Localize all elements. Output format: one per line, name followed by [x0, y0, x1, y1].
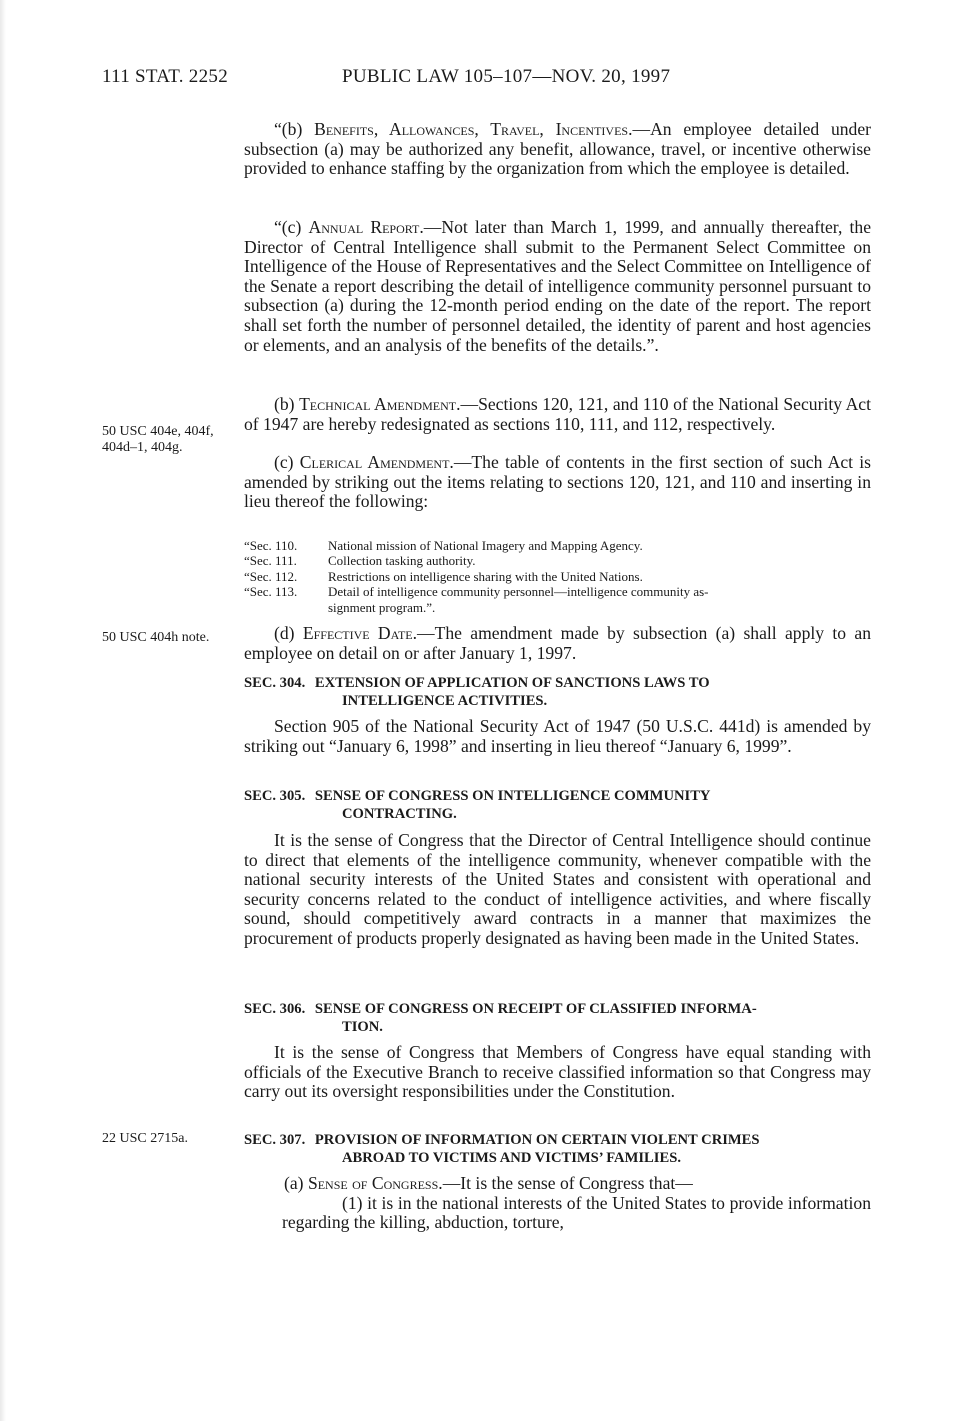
section-title: PROVISION OF INFORMATION ON CERTAIN VIOLENT CRIMES	[314, 1132, 760, 1148]
section-title: EXTENSION OF APPLICATION OF SANCTIONS LAWS TO	[314, 675, 710, 691]
toc-section-number: “Sec. 112.	[244, 568, 298, 584]
section-305-text: It is the sense of Congress that the Director of Central Intelligence should continue to direct that elements of the intelligence community, whenever compatible with the national security interests of the United States and consistent with operational and security concerns related to the conduct of intelligence activities, and where fiscally sound, should competitively award contracts in a manner that maximizes the procurement of products properly designated as having been made in the United States.	[244, 830, 871, 948]
section-304-body	[244, 717, 871, 756]
section-305-body	[244, 831, 871, 949]
section-title: SENSE OF CONGRESS ON INTELLIGENCE COMMUNITY	[314, 788, 711, 804]
section-title-cont: INTELLIGENCE ACTIVITIES.	[342, 693, 548, 709]
sense-of-congress-lead: (a)	[284, 1173, 308, 1193]
section-307-subsection-a	[244, 1174, 871, 1194]
section-307-item-1: (1) it is in the national interests of the United States to provide information regarding the killing, abduction, torture,	[282, 1192, 871, 1233]
technical-amendment-lead: (b)	[274, 394, 300, 414]
margin-note-usc-404e: 50 USC 404e, 404f, 404d–1, 404g.	[102, 424, 214, 455]
effective-date-text: —The amendment made by subsection (a) shall apply to an employee on detail on or after January 1, 1997.	[244, 623, 871, 663]
statute-citation: 111 STAT. 2252	[102, 66, 229, 87]
paragraph-annual-report	[244, 218, 871, 355]
section-number: SEC. 304.	[244, 675, 306, 691]
section-307-body	[244, 1174, 871, 1233]
section-306-body	[244, 1043, 871, 1102]
toc-row	[244, 584, 871, 599]
sense-of-congress-heading: Sense of Congress.	[307, 1173, 443, 1193]
toc-section-title: Collection tasking authority.	[328, 553, 476, 569]
effective-date-heading: Effective Date.	[302, 623, 418, 643]
paragraph-technical-amendment	[244, 395, 871, 434]
clerical-amendment-heading: Clerical Amendment.	[299, 452, 454, 472]
toc-insert	[244, 538, 871, 615]
section-306-heading	[244, 1000, 871, 1036]
annual-report-text: —Not later than March 1, 1999, and annually thereafter, the Director of Central Intelligence shall submit to the Permanent Select Committee on Intelligence of the House of Representatives and the Select Committee on Intelligence of the Senate a report describing the detail of intelligence community personnel pursuant to subsection (a) during the 12-month period ending on the date of the report. The report shall set forth the number of personnel detailed, the identity of parent and host agencies or elements, and an analysis of the benefits of the details.”.	[244, 217, 872, 355]
section-304-heading	[244, 674, 871, 710]
law-title: PUBLIC LAW 105–107—NOV. 20, 1997	[342, 66, 671, 87]
toc-row	[244, 538, 871, 553]
paragraph-benefits	[244, 120, 871, 179]
clerical-amendment-lead: (c)	[274, 452, 300, 472]
section-number: SEC. 306.	[244, 1001, 306, 1017]
benefits-lead: “(b)	[274, 119, 315, 139]
toc-row	[244, 553, 871, 568]
toc-section-title: Restrictions on intelligence sharing with the United Nations.	[328, 568, 643, 584]
benefits-text: —An employee detailed under subsection (a) may be authorized any benefit, allowance, travel, or incentive otherwise provided to enhance staffing by the organization from which the employee is detailed.	[244, 119, 871, 179]
margin-note-usc-2715a: 22 USC 2715a.	[102, 1131, 188, 1146]
scan-edge	[0, 0, 6, 1421]
sense-of-congress-text: —It is the sense of Congress that—	[442, 1173, 693, 1193]
section-number: SEC. 305.	[244, 788, 306, 804]
toc-section-number: “Sec. 110.	[244, 538, 298, 553]
effective-date-lead: (d)	[274, 623, 303, 643]
annual-report-lead: “(c)	[274, 217, 309, 237]
toc-section-title: National mission of National Imagery and Mapping Agency.	[328, 538, 643, 553]
technical-amendment-heading: Technical Amendment.	[299, 394, 461, 414]
section-title: SENSE OF CONGRESS ON RECEIPT OF CLASSIFIED INFORMA-	[314, 1001, 757, 1017]
annual-report-heading: Annual Report.	[308, 217, 424, 237]
section-title-cont: CONTRACTING.	[342, 806, 457, 822]
toc-section-number: “Sec. 111.	[244, 553, 297, 569]
paragraph-clerical-amendment	[244, 453, 871, 512]
toc-row	[244, 569, 871, 584]
toc-continuation: signment program.”.	[328, 599, 436, 615]
section-title-cont: TION.	[342, 1019, 383, 1035]
section-307-heading	[244, 1131, 871, 1167]
toc-section-number: “Sec. 113.	[244, 584, 298, 600]
section-306-text: It is the sense of Congress that Members of Congress have equal standing with officials of the Executive Branch to receive classified information so that Congress may carry out its oversight responsibilities under the Constitution.	[244, 1042, 871, 1102]
section-title-cont: ABROAD TO VICTIMS AND VICTIMS’ FAMILIES.	[342, 1150, 681, 1166]
benefits-heading: Benefits, Allowances, Travel, Incentives.	[314, 119, 633, 139]
running-header	[102, 66, 872, 96]
toc-section-title: Detail of intelligence community personnel—intelligence community as-	[328, 584, 709, 600]
margin-note-usc-404h: 50 USC 404h note.	[102, 630, 210, 645]
section-305-heading	[244, 787, 871, 823]
clerical-amendment-text: —The table of contents in the first section of such Act is amended by striking out the items relating to sections 120, 121, and 110 and inserting in lieu thereof the following:	[244, 452, 871, 512]
section-304-text: Section 905 of the National Security Act of 1947 (50 U.S.C. 441d) is amended by striking out “January 6, 1998” and inserting in lieu thereof “January 6, 1999”.	[244, 716, 871, 756]
paragraph-effective-date	[244, 624, 871, 663]
section-number: SEC. 307.	[244, 1132, 306, 1148]
technical-amendment-text: —Sections 120, 121, and 110 of the National Security Act of 1947 are hereby redesignated as sections 110, 111, and 112, respectively.	[244, 394, 871, 434]
